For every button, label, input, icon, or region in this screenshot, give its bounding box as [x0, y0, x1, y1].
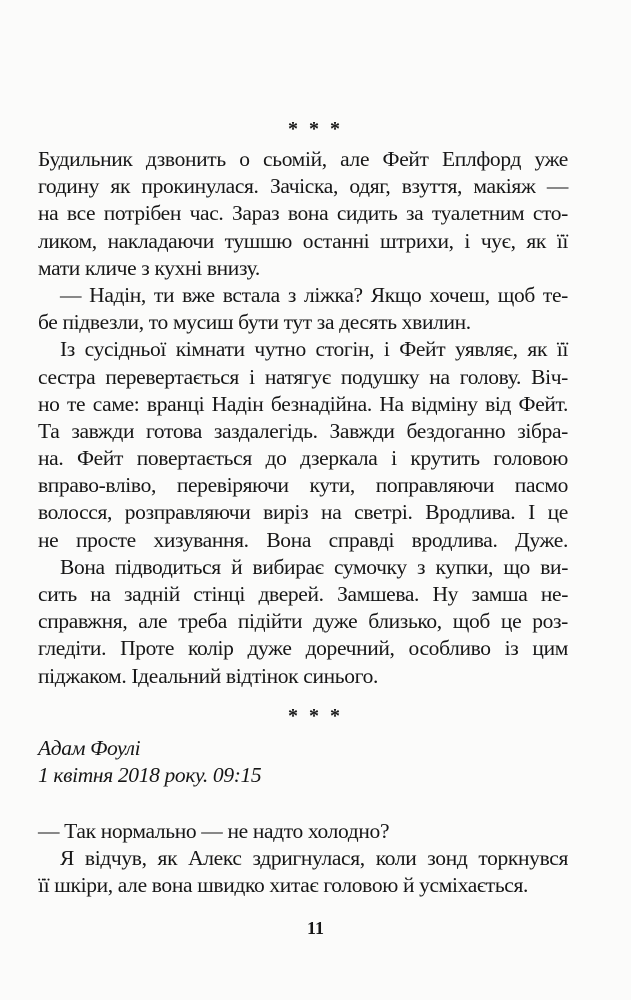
text-line: волосся, розправляючи виріз на светрі. Вродлива. І це [38, 500, 568, 525]
text-line: Та завжди готова заздалегідь. Завжди бездоганно зібра- [38, 418, 568, 443]
chapter-datetime: 1 квітня 2018 року. 09:15 [38, 763, 262, 788]
text-line: — Надін, ти вже встала з ліжка? Якщо хочеш, щоб те- [60, 282, 568, 307]
text-line: мати кличе з кухні внизу. [38, 255, 260, 280]
text-line: вправо-вліво, перевіряючи кути, поправляючи пасмо [38, 473, 568, 498]
text-line: піджаком. Ідеальний відтінок синього. [38, 663, 379, 688]
section-2-heading [38, 735, 568, 789]
text-line: сестра перевертається і натягує подушку на голову. Віч- [38, 364, 568, 389]
narrator-name: Адам Фоулі [38, 736, 141, 760]
text-line: ликом, накладаючи тушшю останні штрихи, і чує, як її [38, 228, 568, 253]
text-line: Вона підводиться й вибирає сумочку з купки, що ви- [60, 554, 568, 579]
text-line: справжня, але треба підійти дуже близько, щоб це роз- [38, 609, 568, 634]
section-2-text [38, 818, 568, 900]
text-line: сить на задній стінці дверей. Замшева. Ну замша не- [38, 582, 568, 606]
text-line: гледіти. Проте колір дуже доречний, особливо із цим [38, 636, 568, 661]
text-line: Будильник дзвонить о сьомій, але Фейт Еплфорд уже [38, 147, 568, 171]
section-separator: * * * [288, 118, 343, 140]
text-line: бе підвезли, то мусиш бути тут за десять хвилин. [38, 310, 471, 335]
text-line: її шкіри, але вона швидко хитає головою й усміхається. [38, 873, 529, 898]
text-line: Із сусідньої кімнати чутно стогін, і Фейт уявляє, як її [60, 337, 568, 362]
section-separator: * * * [288, 705, 343, 727]
section-1-text [38, 146, 568, 690]
text-line: но те саме: вранці Надін безнадійна. На відміну від Фейт. [38, 391, 568, 416]
text-line: на. Фейт повертається до дзеркала і крутить головою [38, 446, 568, 471]
text-line: на все потрібен час. Зараз вона сидить за туалетним сто- [38, 201, 568, 226]
text-line: Я відчув, як Алекс здригнулася, коли зонд торкнувся [60, 846, 568, 871]
text-line: годину як прокинулася. Зачіска, одяг, взуття, макіяж — [38, 174, 568, 199]
page-number: 11 [306, 918, 324, 938]
text-line: не просте хизування. Вона справді вродлива. Дуже. [38, 527, 568, 552]
text-line: — Так нормально — не надто холодно? [38, 819, 390, 843]
